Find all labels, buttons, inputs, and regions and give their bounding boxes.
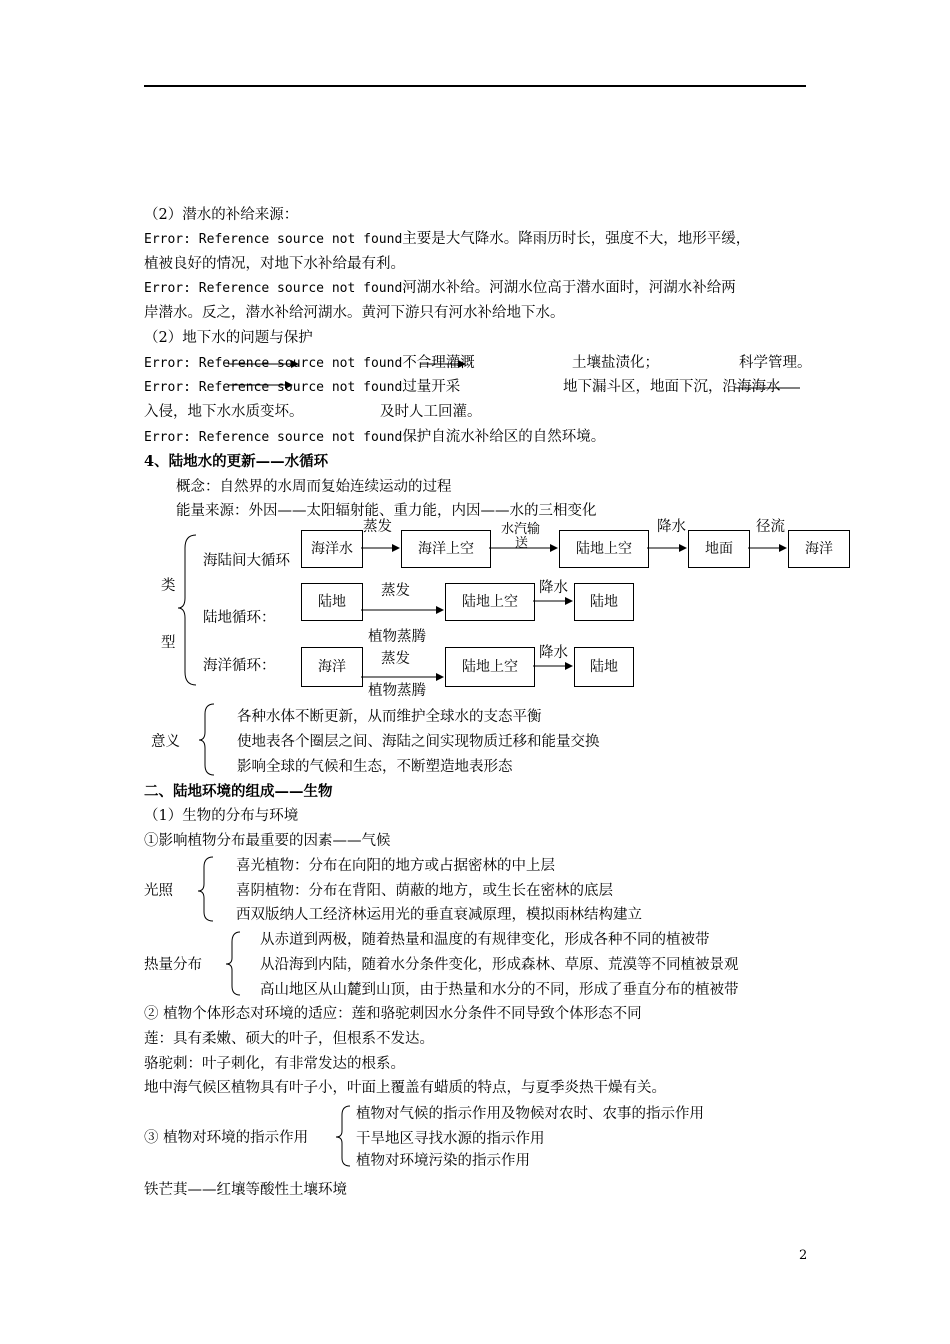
indicator-item: 植物对气候的指示作用及物候对农时、农事的指示作用 — [356, 1106, 704, 1122]
box-ocean: 海洋 — [788, 530, 850, 568]
indicator-item: 干旱地区寻找水源的指示作用 — [356, 1131, 545, 1147]
error-text: Error: Reference source not found — [144, 281, 403, 296]
arrow-label: 蒸发 — [363, 519, 392, 535]
problem-heading: （2）地下水的问题与保护 — [144, 330, 313, 346]
arrow-label: 降水 — [539, 645, 568, 661]
problem-text: 科学管理。 — [739, 355, 812, 371]
box-land-sky: 陆地上空 — [445, 583, 535, 621]
adapt-text: ② 植物个体形态对环境的适应：莲和骆驼刺因水分条件不同导致个体形态不同 — [144, 1006, 642, 1022]
indicator-label: ③ 植物对环境的指示作用 — [144, 1130, 309, 1146]
arrow-label: 送 — [515, 536, 529, 551]
box-land: 陆地 — [574, 647, 634, 687]
arrow-label: 植物蒸腾 — [368, 683, 426, 699]
problem-line: Error: Reference source not found过量开采 — [144, 379, 461, 395]
indicator-brace — [336, 1106, 350, 1166]
error-text: Error: Reference source not found — [144, 430, 403, 445]
type-label: 型 — [161, 635, 176, 651]
significance-label: 意义 — [151, 734, 180, 750]
energy-text: 能量来源：外因——太阳辐射能、重力能，内因——水的三相变化 — [176, 503, 597, 519]
problem-text: 土壤盐渍化； — [572, 355, 659, 371]
phreatic-heading: （2）潜水的补给来源： — [144, 207, 299, 223]
arrow-label: 植物蒸腾 — [368, 629, 426, 645]
paragraph-line: Error: Reference source not found河湖水补给。河湖水位高于潜水面时，河湖水补给两 — [144, 280, 736, 296]
arrow-label: 蒸发 — [381, 583, 410, 599]
concept-text: 概念：自然界的水周而复始连续运动的过程 — [176, 479, 452, 495]
heat-item: 高山地区从山麓到山顶，由于热量和水分的不同，形成了垂直分布的植被带 — [260, 982, 739, 998]
problem-line: Error: Reference source not found不合理灌溉 — [144, 355, 475, 371]
significance-item: 影响全球的气候和生态，不断塑造地表形态 — [237, 759, 513, 775]
mediterranean-text: 地中海气候区植物具有叶子小，叶面上覆盖有蜡质的特点，与夏季炎热干燥有关。 — [144, 1080, 666, 1096]
heat-brace — [226, 932, 240, 995]
box-ocean-water: 海洋水 — [301, 530, 363, 568]
factor-text: ①影响植物分布最重要的因素——气候 — [144, 833, 391, 849]
significance-brace — [199, 704, 214, 775]
arrow-label: 降水 — [657, 519, 686, 535]
arrow-label: 降水 — [539, 580, 568, 596]
heat-item: 从沿海到内陆，随着水分条件变化，形成森林、草原、荒漠等不同植被景观 — [260, 957, 739, 973]
arrow-label: 水汽输 — [501, 522, 541, 537]
paragraph-line: 植被良好的情况，对地下水补给最有利。 — [144, 256, 405, 272]
light-label: 光照 — [144, 883, 173, 899]
problem-text: 及时人工回灌。 — [380, 404, 482, 420]
error-text: Error: Reference source not found — [144, 380, 403, 395]
box-land-sky: 陆地上空 — [559, 530, 649, 568]
water-cycle-heading: 4、陆地水的更新——水循环 — [144, 453, 329, 470]
box-land-sky: 陆地上空 — [445, 647, 535, 687]
box-ocean: 海洋 — [301, 647, 363, 687]
light-item: 西双版纳人工经济林运用光的垂直衰减原理，模拟雨林结构建立 — [236, 907, 642, 923]
fern-text: 铁芒萁——红壤等酸性土壤环境 — [144, 1182, 347, 1198]
error-text: Error: Reference source not found — [144, 232, 403, 247]
light-item: 喜阴植物：分布在背阳、荫蔽的地方，或生长在密林的底层 — [236, 883, 613, 899]
page-number: 2 — [799, 1248, 808, 1263]
indicator-item: 植物对环境污染的指示作用 — [356, 1153, 530, 1169]
significance-item: 使地表各个圈层之间、海陆之间实现物质迁移和能量交换 — [237, 734, 600, 750]
problem-text: 地下漏斗区，地面下沉，沿海海水 — [563, 379, 781, 395]
heat-label: 热量分布 — [144, 957, 202, 973]
box-land: 陆地 — [301, 583, 363, 621]
row-label-land: 陆地循环： — [203, 610, 276, 626]
lotus-text: 莲：具有柔嫩、硕大的叶子，但根系不发达。 — [144, 1031, 434, 1047]
problem-text: 入侵，地下水水质变坏。 — [144, 404, 304, 420]
row-label-ocean: 海洋循环： — [203, 658, 276, 674]
arrow-label: 径流 — [756, 519, 785, 535]
significance-item: 各种水体不断更新，从而维护全球水的支态平衡 — [237, 709, 542, 725]
biology-heading: 二、陆地环境的组成——生物 — [144, 783, 333, 800]
type-brace — [178, 535, 196, 685]
arrow-label: 蒸发 — [381, 651, 410, 667]
camelthorn-text: 骆驼刺：叶子刺化，有非常发达的根系。 — [144, 1056, 405, 1072]
light-brace — [198, 857, 213, 921]
problem-line: Error: Reference source not found保护自流水补给区的自然环境。 — [144, 429, 606, 445]
box-ground: 地面 — [688, 530, 750, 568]
row-label-sea-land: 海陆间大循环 — [203, 553, 290, 569]
paragraph-line: Error: Reference source not found主要是大气降水。降雨历时长，强度不大，地形平缓， — [144, 231, 751, 247]
light-item: 喜光植物：分布在向阳的地方或占据密林的中上层 — [236, 858, 555, 874]
biology-subheading: （1）生物的分布与环境 — [144, 808, 299, 824]
box-land: 陆地 — [574, 583, 634, 621]
box-ocean-sky: 海洋上空 — [401, 530, 491, 568]
error-text: Error: Reference source not found — [144, 356, 403, 371]
paragraph-line: 岸潜水。反之，潜水补给河湖水。黄河下游只有河水补给地下水。 — [144, 305, 565, 321]
type-label: 类 — [161, 578, 176, 594]
heat-item: 从赤道到两极，随着热量和温度的有规律变化，形成各种不同的植被带 — [260, 932, 710, 948]
